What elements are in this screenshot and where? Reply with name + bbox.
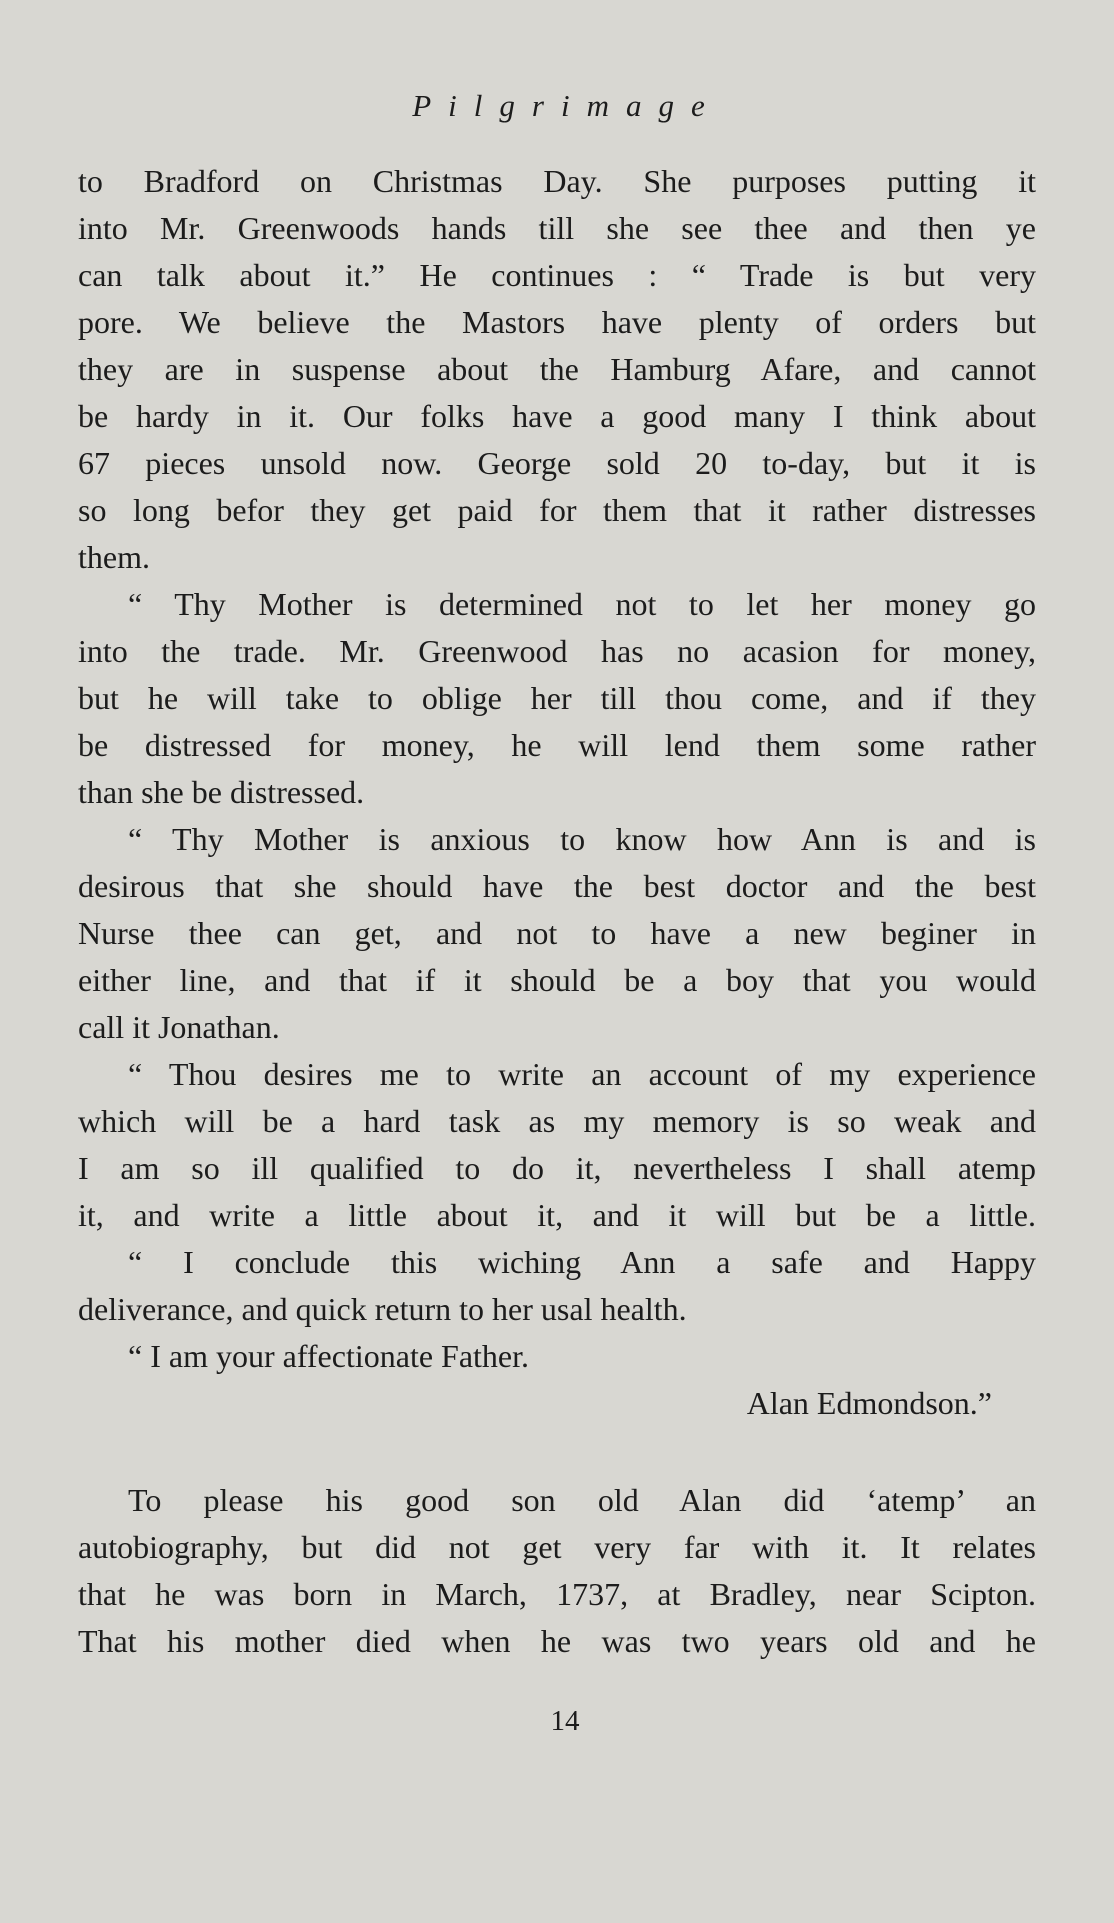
text-line: than she be distressed.	[78, 774, 365, 810]
text-line: Nurse thee can get, and not to have a new beginer in	[78, 915, 1036, 951]
text-line: autobiography, but did not get very far with it. It relates	[78, 1529, 1036, 1565]
paragraph	[78, 1051, 1036, 1239]
text-line: “ Thou desires me to write an account of my experience	[128, 1056, 1036, 1092]
text-line: “ Thy Mother is anxious to know how Ann is and is	[128, 821, 1036, 857]
text-line: that he was born in March, 1737, at Bradley, near Scipton.	[78, 1576, 1036, 1612]
text-line: to Bradford on Christmas Day. She purposes putting it	[78, 163, 1036, 199]
paragraph	[78, 158, 1036, 581]
text-line: desirous that she should have the best doctor and the best	[78, 868, 1036, 904]
paragraph	[78, 581, 1036, 816]
text-line: deliverance, and quick return to her usal health.	[78, 1291, 687, 1327]
text-line: “ Thy Mother is determined not to let her money go	[128, 586, 1036, 622]
text-line: which will be a hard task as my memory is so weak and	[78, 1103, 1036, 1139]
running-head: Pilgrimage	[412, 88, 722, 123]
text-line: That his mother died when he was two years old and he	[78, 1623, 1036, 1659]
text-line: into the trade. Mr. Greenwood has no acasion for money,	[78, 633, 1036, 669]
text-line: so long befor they get paid for them that it rather distresses	[78, 492, 1036, 528]
text-line: be distressed for money, he will lend them some rather	[78, 727, 1036, 763]
body-text	[78, 158, 1036, 1665]
text-line: they are in suspense about the Hamburg Afare, and cannot	[78, 351, 1036, 387]
text-line: I am so ill qualified to do it, nevertheless I shall atemp	[78, 1150, 1036, 1186]
section-gap	[78, 1427, 1036, 1477]
paragraph	[78, 1477, 1036, 1665]
text-line: them.	[78, 539, 150, 575]
text-line: but he will take to oblige her till thou come, and if they	[78, 680, 1036, 716]
text-line: be hardy in it. Our folks have a good many I think about	[78, 398, 1036, 434]
text-line: call it Jonathan.	[78, 1009, 280, 1045]
signature: Alan Edmondson.”	[746, 1385, 992, 1421]
text-line: either line, and that if it should be a boy that you would	[78, 962, 1036, 998]
page-number: 14	[550, 1705, 580, 1737]
text-line: can talk about it.” He continues : “ Trade is but very	[78, 257, 1036, 293]
paragraph	[78, 1333, 1036, 1380]
paragraph	[78, 816, 1036, 1051]
text-line: into Mr. Greenwoods hands till she see thee and then ye	[78, 210, 1036, 246]
text-line: To please his good son old Alan did ‘atemp’ an	[128, 1482, 1036, 1518]
text-line: it, and write a little about it, and it will but be a little.	[78, 1197, 1036, 1233]
text-line: “ I conclude this wiching Ann a safe and Happy	[128, 1244, 1036, 1280]
text-line: 67 pieces unsold now. George sold 20 to-day, but it is	[78, 445, 1036, 481]
text-line: “ I am your affectionate Father.	[128, 1338, 530, 1374]
paragraph	[78, 1239, 1036, 1333]
text-line: pore. We believe the Mastors have plenty of orders but	[78, 304, 1036, 340]
